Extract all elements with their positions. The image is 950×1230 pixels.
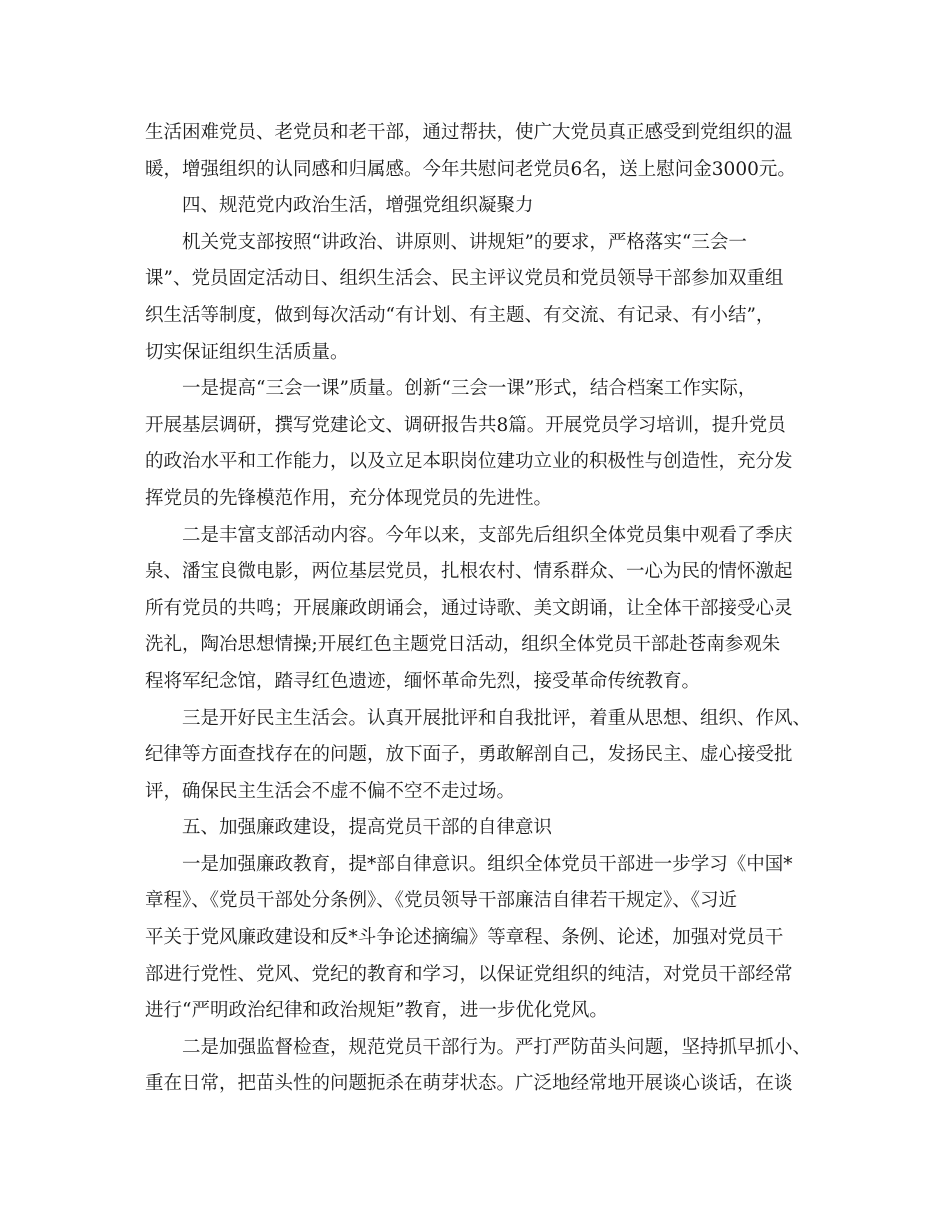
text-line: 切实保证组织生活质量。 <box>145 341 349 363</box>
text-line: 洗礼，陶冶思想情操;开展红色主题党日活动，组织全体党员干部赴苍南参观朱 <box>145 634 781 656</box>
text-line: 二是丰富支部活动内容。今年以来，支部先后组织全体党员集中观看了季庆 <box>182 524 793 546</box>
text-line: 一是加强廉政教育，提*部自律意识。组织全体党员干部进一步学习《中国* <box>182 853 793 875</box>
text-line: 课”、党员固定活动日、组织生活会、民主评议党员和党员领导干部参加双重组 <box>145 268 784 290</box>
text-line: 织生活等制度，做到每次活动“有计划、有主题、有交流、有记录、有小结”， <box>145 304 775 326</box>
text-line: 暖，增强组织的认同感和归属感。今年共慰问老党员6名，送上慰问金3000元。 <box>145 158 796 180</box>
text-line: 挥党员的先锋模范作用，充分体现党员的先进性。 <box>145 487 553 509</box>
text-line: 的政治水平和工作能力，以及立足本职岗位建功立业的积极性与创造性，充分发 <box>145 451 793 473</box>
text-line: 程将军纪念馆，踏寻红色遗迹，缅怀革命先烈，接受革命传统教育。 <box>145 670 701 692</box>
text-line: 开展基层调研，撰写党建论文、调研报告共8篇。开展党员学习培训，提升党员 <box>145 414 786 436</box>
text-line: 泉、潘宝良微电影，两位基层党员，扎根农村、情系群众、一心为民的情怀激起 <box>145 561 793 583</box>
text-line: 评，确保民主生活会不虚不偏不空不走过场。 <box>145 780 516 802</box>
text-line: 生活困难党员、老党员和老干部，通过帮扶，使广大党员真正感受到党组织的温 <box>145 122 793 143</box>
document-body <box>145 115 810 1103</box>
text-line: 三是开好民主生活会。认真开展批评和自我批评，着重从思想、组织、作风、 <box>182 707 812 729</box>
text-line: 纪律等方面查找存在的问题，放下面子，勇敢解剖自己，发扬民主、虚心接受批 <box>145 744 793 766</box>
text-line: 平关于党风廉政建设和反*斗争论述摘编》等章程、条例、论述，加强对党员干 <box>145 927 784 949</box>
section-heading: 四、规范党内政治生活，增强党组织凝聚力 <box>182 195 534 217</box>
text-line: 一是提高“三会一课”质量。创新“三会一课”形式，结合档案工作实际， <box>182 378 757 400</box>
text-line: 重在日常，把苗头性的问题扼杀在萌芽状态。广泛地经常地开展谈心谈话，在谈 <box>145 1073 793 1095</box>
text-line: 章程》、《党员干部处分条例》、《党员领导干部廉洁自律若干规定》、《习近 <box>145 890 738 912</box>
text-line: 机关党支部按照“讲政治、讲原则、讲规矩”的要求，严格落实“三会一 <box>182 231 747 253</box>
section-heading: 五、加强廉政建设，提高党员干部的自律意识 <box>182 817 553 839</box>
text-line: 进行“严明政治纪律和政治规矩”教育，进一步优化党风。 <box>145 1000 608 1022</box>
text-line: 二是加强监督检查，规范党员干部行为。严打严防苗头问题，坚持抓早抓小、 <box>182 1036 812 1058</box>
text-line: 所有党员的共鸣；开展廉政朗诵会，通过诗歌、美文朗诵，让全体干部接受心灵 <box>145 597 793 619</box>
text-line: 部进行党性、党风、党纪的教育和学习，以保证党组织的纯洁，对党员干部经常 <box>145 963 793 985</box>
